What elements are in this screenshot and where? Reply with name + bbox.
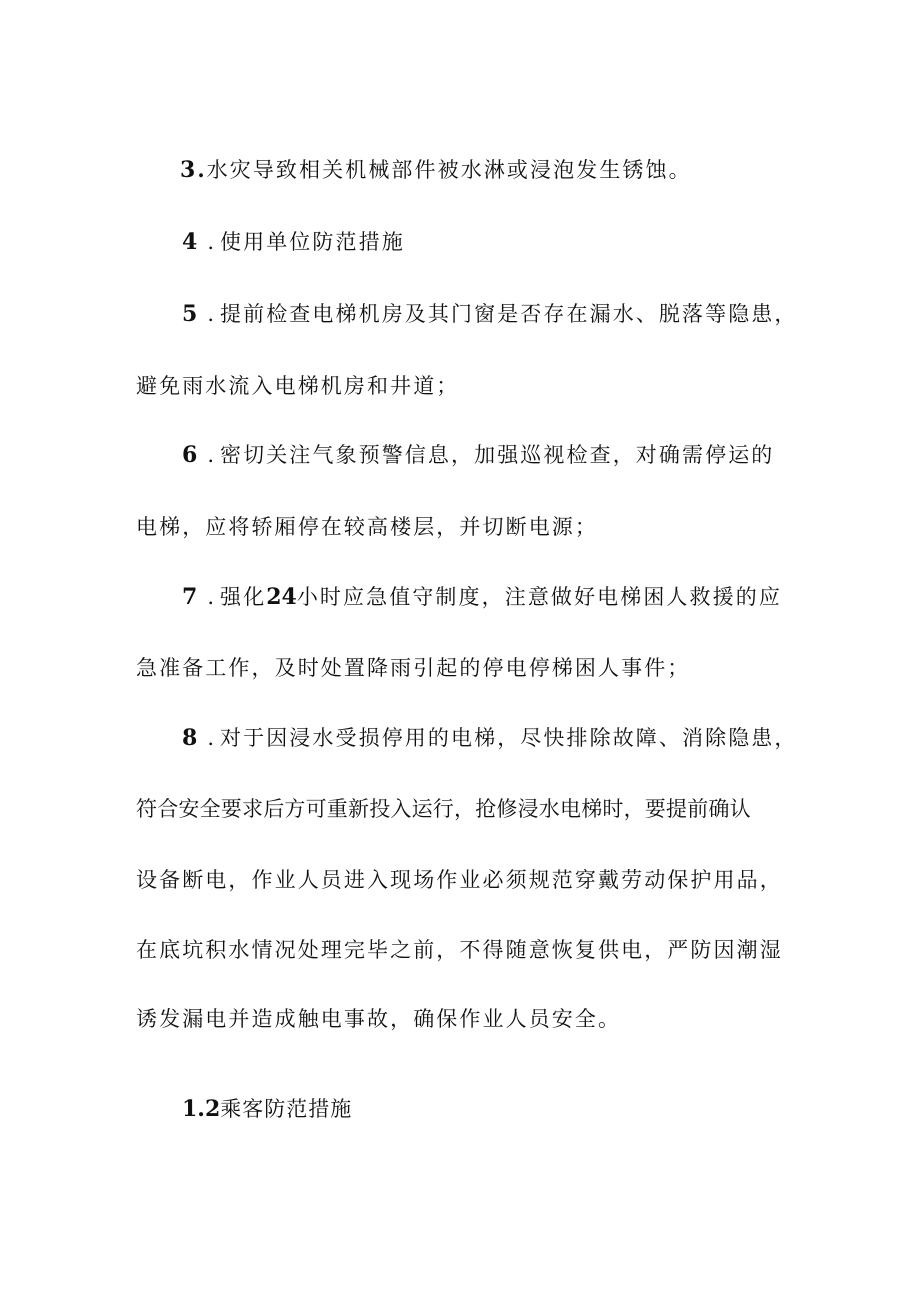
list-item-4 (182, 228, 405, 256)
item-continuation (136, 1005, 621, 1033)
item-text: 避免雨水流入电梯机房和井道； (136, 374, 460, 398)
item-number: 6 (182, 442, 198, 468)
item-separator: . (207, 443, 214, 467)
item-number: 3 (180, 157, 196, 183)
item-number: 7 (182, 584, 198, 610)
item-continuation (136, 795, 751, 823)
item-continuation (136, 372, 459, 400)
item-text: 强化 (220, 585, 267, 609)
item-text: 电梯，应将轿厢停在较高楼层，并切断电源； (136, 515, 598, 539)
item-text: 密切关注气象预警信息，加强巡视检查，对确需停运的 (220, 443, 775, 467)
item-text: 符合安全要求后方可重新投入运行，抢修浸水电梯时，要提前确认 (136, 797, 751, 821)
item-text: 使用单位防范措施 (220, 230, 405, 254)
item-continuation (136, 866, 783, 894)
item-text-number: 24 (266, 584, 297, 610)
item-number: 5 (182, 301, 198, 327)
item-text: 小时应急值守制度，注意做好电梯困人救援的应 (296, 585, 782, 609)
item-number: 8 (182, 725, 198, 751)
list-item-3 (180, 156, 692, 184)
item-text: 诱发漏电并造成触电事故，确保作业人员安全。 (136, 1007, 622, 1031)
item-separator: . (207, 230, 214, 254)
list-item-8 (182, 724, 798, 752)
section-title: 乘客防范措施 (220, 1097, 353, 1121)
section-heading (182, 1095, 352, 1123)
item-continuation (136, 936, 783, 964)
item-text: 提前检查电梯机房及其门窗是否存在漏水、脱落等隐患， (220, 302, 798, 326)
item-separator: . (207, 302, 214, 326)
list-item-7 (182, 583, 782, 611)
item-continuation (136, 654, 690, 682)
item-text: 水灾导致相关机械部件被水淋或浸泡发生锈蚀。 (206, 158, 692, 182)
item-continuation (136, 513, 598, 541)
section-number: 1.2 (182, 1096, 221, 1122)
item-text: 在底坑积水情况处理完毕之前，不得随意恢复供电，严防因潮湿 (136, 938, 783, 962)
item-text: 急准备工作，及时处置降雨引起的停电停梯困人事件； (136, 656, 691, 680)
list-item-6 (182, 441, 774, 469)
item-separator: . (197, 157, 205, 182)
item-separator: . (207, 726, 214, 750)
list-item-5 (182, 300, 798, 328)
item-separator: . (207, 585, 214, 609)
item-number: 4 (182, 229, 198, 255)
item-text: 设备断电，作业人员进入现场作业必须规范穿戴劳动保护用品， (136, 868, 783, 892)
item-text: 对于因浸水受损停用的电梯，尽快排除故障、消除隐患， (220, 726, 798, 750)
